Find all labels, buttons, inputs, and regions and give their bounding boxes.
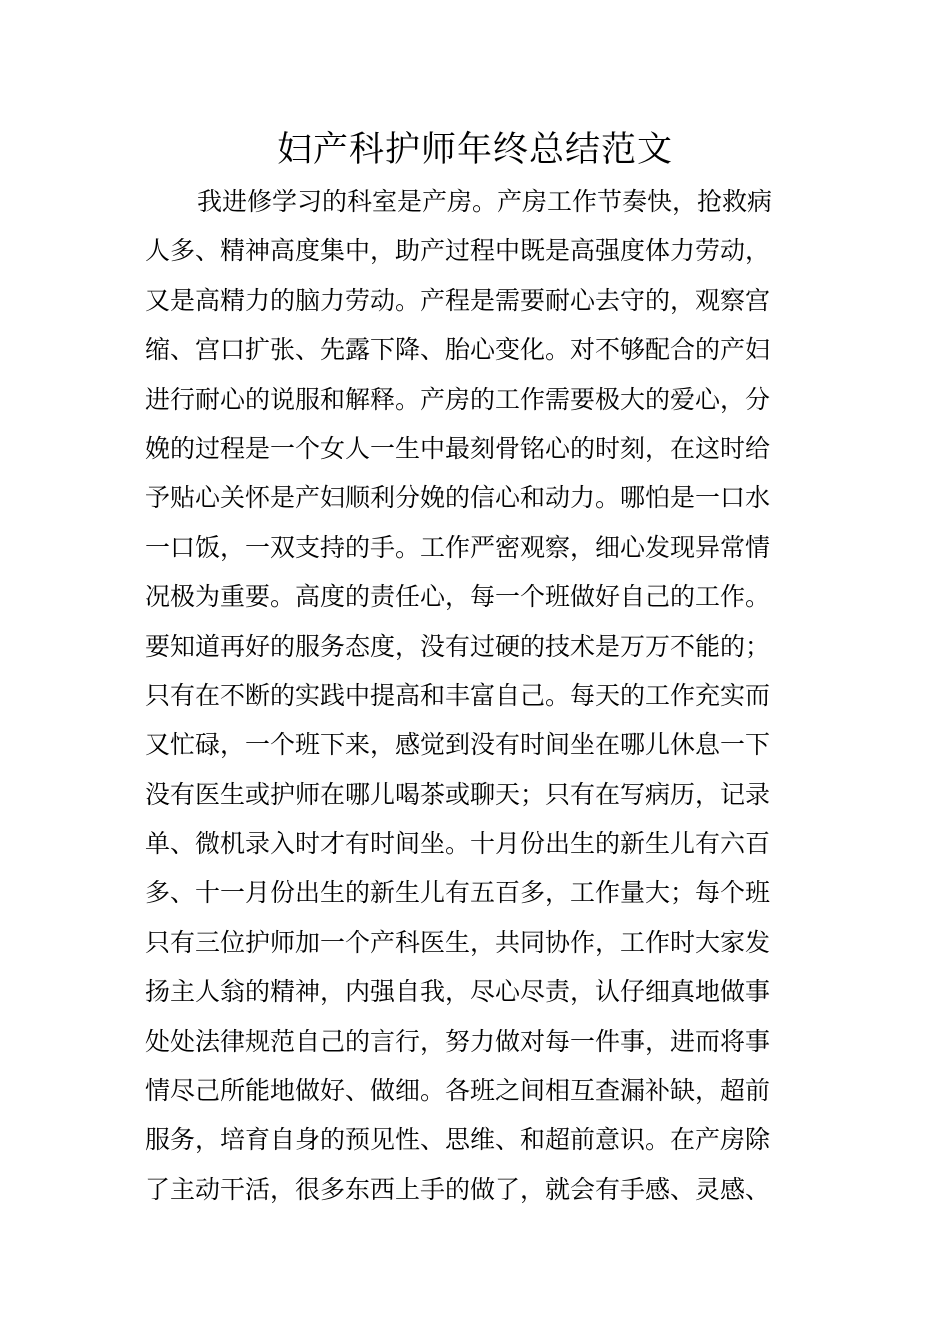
document-body	[145, 177, 805, 1214]
body-line: 又忙碌，一个班下来，感觉到没有时间坐在哪儿休息一下	[145, 730, 771, 760]
body-line: 予贴心关怀是产妇顺利分娩的信心和动力。哪怕是一口水	[145, 483, 771, 513]
body-line: 要知道再好的服务态度，没有过硬的技术是万万不能的；	[145, 631, 771, 661]
body-line: 多、十一月份出生的新生儿有五百多，工作量大；每个班	[145, 878, 771, 908]
body-line: 况极为重要。高度的责任心，每一个班做好自己的工作。	[145, 582, 771, 612]
body-line: 又是高精力的脑力劳动。产程是需要耐心去守的，观察宫	[145, 285, 771, 315]
body-line: 只有三位护师加一个产科医生，共同协作，工作时大家发	[145, 927, 771, 957]
body-line: 缩、宫口扩张、先露下降、胎心变化。对不够配合的产妇	[145, 335, 771, 365]
body-line: 只有在不断的实践中提高和丰富自己。每天的工作充实而	[145, 680, 771, 710]
body-line: 我进修学习的科室是产房。产房工作节奏快，抢救病	[197, 187, 773, 216]
document-title: 妇产科护师年终总结范文	[276, 130, 673, 170]
body-line: 没有医生或护师在哪儿喝茶或聊天；只有在写病历，记录	[145, 779, 771, 809]
body-line: 人多、精神高度集中，助产过程中既是高强度体力劳动，	[145, 236, 771, 266]
body-line: 进行耐心的说服和解释。产房的工作需要极大的爱心，分	[145, 384, 771, 414]
body-line: 扬主人翁的精神，内强自我，尽心尽责，认仔细真地做事	[145, 977, 771, 1007]
body-line: 单、微机录入时才有时间坐。十月份出生的新生儿有六百	[145, 829, 771, 859]
body-line: 了主动干活，很多东西上手的做了，就会有手感、灵感、	[145, 1174, 771, 1204]
body-line: 处处法律规范自己的言行，努力做对每一件事，进而将事	[145, 1026, 771, 1056]
body-line: 娩的过程是一个女人一生中最刻骨铭心的时刻，在这时给	[145, 433, 771, 463]
body-line: 服务，培育自身的预见性、思维、和超前意识。在产房除	[145, 1125, 771, 1155]
body-line: 一口饭，一双支持的手。工作严密观察，细心发现异常情	[145, 532, 771, 562]
body-line: 情尽己所能地做好、做细。各班之间相互查漏补缺，超前	[145, 1076, 771, 1106]
